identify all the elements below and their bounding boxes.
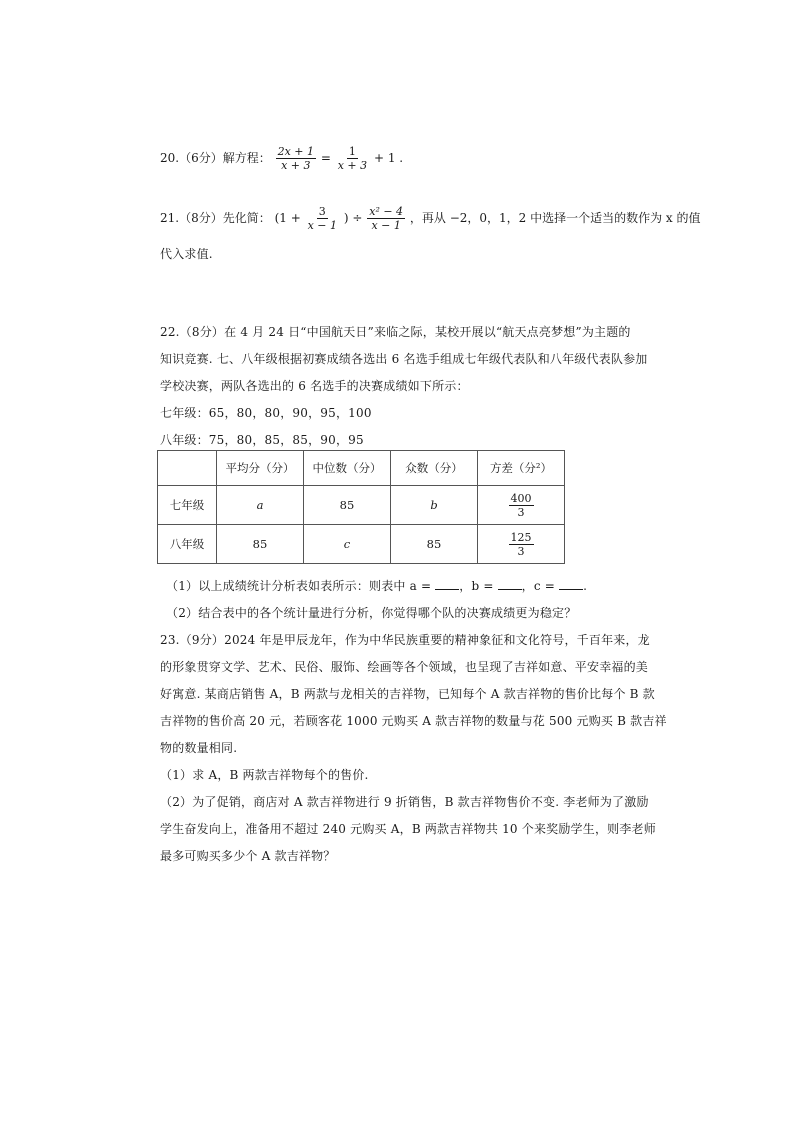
q20-f1-numerator: 2x + 1 [277, 145, 314, 158]
variance-denominator: 3 [517, 544, 525, 558]
table-cell [478, 525, 565, 564]
variance-numerator: 400 [510, 491, 532, 505]
question-20 [160, 145, 403, 172]
q22-sub2: （2）结合表中的各个统计量进行分析，你觉得哪个队的决赛成绩更为稳定？ [166, 606, 577, 620]
q21-line2: 代入求值. [160, 247, 213, 261]
q22-sub1-end: . [583, 579, 588, 593]
q23-line4: 吉祥物的售价高 20 元，若顾客花 1000 元购买 A 款吉祥物的数量与花 500 元购买 B 款吉祥 [160, 714, 667, 728]
table-cell: 85 [217, 525, 304, 564]
q21-open-paren: (1 + [274, 211, 301, 225]
q21-f2-numerator: x² − 4 [369, 205, 404, 218]
q20-tail: + 1 . [373, 151, 404, 165]
q21-f1-numerator: 3 [318, 205, 326, 218]
q21-prompt: 先化简： [222, 211, 271, 225]
q20-fraction-right [336, 145, 369, 172]
q20-points: （6分） [179, 151, 223, 165]
q21-fraction-right [367, 205, 405, 232]
q22-line1: 22.（8分）在 4 月 24 日“中国航天日”来临之际，某校开展以“航天点亮梦想”为主题的 [160, 325, 631, 339]
table-header-cell: 众数（分） [391, 451, 478, 486]
q21-fraction-left [306, 205, 339, 232]
q22-sub1-c-label: ，c = [521, 579, 556, 593]
variance-fraction [509, 531, 534, 558]
q22-sub1-prefix: （1）以上成绩统计分析表如表所示：则表中 a = [166, 579, 432, 593]
q20-f2-denominator: x + 3 [337, 159, 368, 172]
answer-blank-c[interactable] [559, 578, 583, 590]
q20-f2-numerator: 1 [348, 145, 356, 158]
q21-number: 21. [160, 211, 180, 225]
row-label: 八年级 [158, 525, 217, 564]
table-header-cell: 中位数（分） [304, 451, 391, 486]
table-row [158, 525, 565, 564]
score-statistics-table [157, 450, 565, 564]
q23-line1: 23.（9分）2024 年是甲辰龙年，作为中华民族重要的精神象征和文化符号，千百年来，龙 [160, 633, 650, 647]
q22-sub1-b-label: ，b = [459, 579, 494, 593]
table-cell: 85 [304, 486, 391, 525]
table-cell [478, 486, 565, 525]
table-cell: a [217, 486, 304, 525]
q23-sub2-line2: 学生奋发向上，准备用不超过 240 元购买 A，B 两款吉祥物共 10 个来奖励学生，则李老师 [160, 822, 656, 836]
table-header-cell: 方差（分²） [478, 451, 565, 486]
question-21 [160, 205, 701, 232]
table-cell: b [391, 486, 478, 525]
q22-line3: 学校决赛，两队各选出的 6 名选手的决赛成绩如下所示： [160, 379, 469, 393]
q21-line1-tail: ，再从 −2，0，1，2 中选择一个适当的数作为 x 的值 [409, 211, 701, 225]
q20-prompt: 解方程： [222, 151, 271, 165]
q22-grade8-scores: 八年级：75，80，85，85，90，95 [160, 433, 364, 447]
q23-sub2-line3: 最多可购买多少个 A 款吉祥物？ [160, 849, 336, 863]
q23-sub1: （1）求 A，B 两款吉祥物每个的售价. [160, 768, 369, 782]
q20-fraction-left [276, 145, 316, 172]
q20-f1-denominator: x + 3 [281, 159, 311, 172]
q22-line2: 知识竞赛. 七、八年级根据初赛成绩各选出 6 名选手组成七年级代表队和八年级代表队参加 [160, 352, 648, 366]
variance-denominator: 3 [517, 505, 525, 519]
q21-close-divide: ) ÷ [343, 211, 363, 225]
variance-numerator: 125 [510, 530, 532, 544]
answer-blank-a[interactable] [435, 578, 459, 590]
table-row [158, 486, 565, 525]
q22-grade7-scores: 七年级：65，80，80，90，95，100 [160, 406, 372, 420]
q21-points: （8分） [179, 211, 223, 225]
q21-f2-denominator: x − 1 [371, 219, 401, 232]
q23-line5: 物的数量相同. [160, 741, 238, 755]
q22-sub1 [166, 577, 587, 594]
table-cell: c [304, 525, 391, 564]
variance-fraction [509, 492, 534, 519]
q21-f1-denominator: x − 1 [307, 219, 338, 232]
row-label: 七年级 [158, 486, 217, 525]
q23-line3: 好寓意. 某商店销售 A，B 两款与龙相关的吉祥物，已知每个 A 款吉祥物的售价比每个 B 款 [160, 687, 655, 701]
q20-number: 20. [160, 151, 180, 165]
answer-blank-b[interactable] [498, 578, 522, 590]
table-header-cell [158, 451, 217, 486]
table-header-cell: 平均分（分） [217, 451, 304, 486]
table-cell: 85 [391, 525, 478, 564]
q23-sub2-line1: （2）为了促销，商店对 A 款吉祥物进行 9 折销售，B 款吉祥物售价不变. 李老师为了激励 [160, 795, 649, 809]
q23-line2: 的形象贯穿文学、艺术、民俗、服饰、绘画等各个领域，也呈现了吉祥如意、平安幸福的美 [160, 660, 649, 674]
table-header-row [158, 451, 565, 486]
q20-equals: = [320, 151, 331, 165]
